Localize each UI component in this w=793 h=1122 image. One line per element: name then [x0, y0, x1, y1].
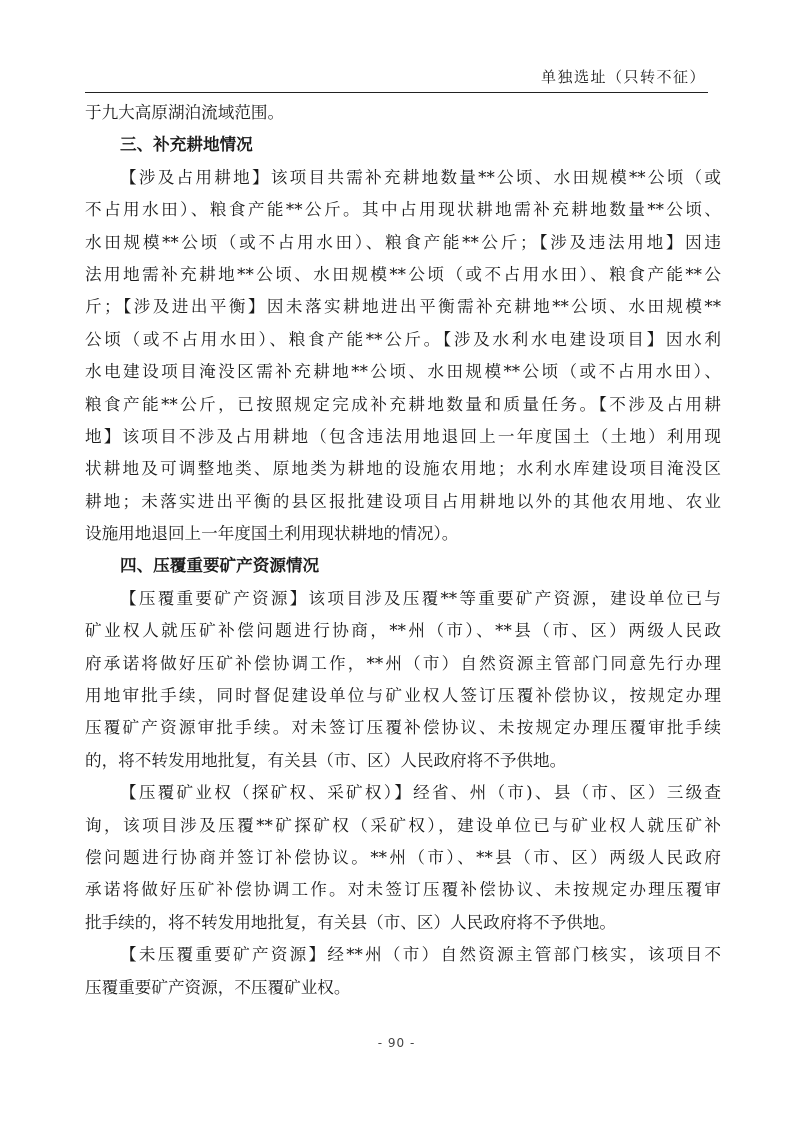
- body-line: 法用地需补充耕地**公顷、水田规模**公顷（或不占用水田）、粮食产能**公: [85, 264, 721, 284]
- body-line: 府承诺将做好压矿补偿协调工作，**州（市）自然资源主管部门同意先行办理: [85, 653, 721, 673]
- body-line: 偿问题进行协商并签订补偿协议。**州（市）、**县（市、区）两级人民政府: [85, 847, 721, 867]
- body-line: 于九大高原湖泊流域范围。: [85, 103, 285, 122]
- body-line: 【未压覆重要矿产资源】经**州（市）自然资源主管部门核实，该项目不: [120, 945, 721, 965]
- body-line: 不占用水田）、粮食产能**公斤。其中占用现状耕地需补充耕地数量**公顷、: [85, 200, 721, 220]
- page-header: [85, 58, 708, 93]
- body-line: 地】该项目不涉及占用耕地（包含违法用地退回上一年度国土（土地）利用现: [85, 426, 721, 446]
- page-number: - 90 -: [377, 1036, 416, 1050]
- body-line: 矿业权人就压矿补偿问题进行协商，**州（市）、**县（市、区）两级人民政: [85, 621, 721, 641]
- body-line: 批手续的，将不转发用地批复，有关县（市、区）人民政府将不予供地。: [85, 912, 616, 932]
- body-line: 耕地；未落实进出平衡的县区报批建设项目占用耕地以外的其他农用地、农业: [85, 491, 721, 511]
- body-line: 承诺将做好压矿补偿协调工作。对未签订压覆补偿协议、未按规定办理压覆审: [85, 880, 721, 900]
- body-line: 压覆矿产资源审批手续。对未签订压覆补偿协议、未按规定办理压覆审批手续: [85, 718, 721, 738]
- body-line: 用地审批手续，同时督促建设单位与矿业权人签订压覆补偿协议，按规定办理: [85, 686, 721, 706]
- body-line: 状耕地及可调整地类、原地类为耕地的设施农用地；水利水库建设项目淹没区: [85, 459, 721, 479]
- body-line: 【压覆矿业权（探矿权、采矿权）】经省、州（市)、县（市、区）三级查: [120, 783, 721, 803]
- body-line: 【涉及占用耕地】该项目共需补充耕地数量**公顷、水田规模**公顷（或: [120, 167, 721, 187]
- body-line: 水田规模**公顷（或不占用水田）、粮食产能**公斤；【涉及违法用地】因违: [85, 232, 721, 252]
- document-body: [85, 97, 721, 1004]
- body-line: 的，将不转发用地批复，有关县（市、区）人民政府将不予供地。: [85, 750, 567, 770]
- body-line: 水电建设项目淹没区需补充耕地**公顷、水田规模**公顷（或不占用水田）、: [85, 362, 721, 382]
- section-heading-farmland: 三、补充耕地情况: [120, 135, 253, 155]
- body-line: 询，该项目涉及压覆**矿探矿权（采矿权），建设单位已与矿业权人就压矿补: [85, 815, 721, 835]
- body-line: 粮食产能**公斤，已按照规定完成补充耕地数量和质量任务。【不涉及占用耕: [85, 394, 721, 414]
- header-title: 单独选址（只转不征）: [540, 68, 706, 86]
- body-line: 【压覆重要矿产资源】该项目涉及压覆**等重要矿产资源，建设单位已与: [120, 588, 721, 608]
- body-line: 斤；【涉及进出平衡】因未落实耕地进出平衡需补充耕地**公顷、水田规模**: [85, 297, 721, 317]
- body-line: 设施用地退回上一年度国土利用现状耕地的情况）。: [85, 524, 459, 544]
- section-heading-minerals: 四、压覆重要矿产资源情况: [120, 556, 320, 576]
- body-line: 压覆重要矿产资源，不压覆矿业权。: [85, 977, 351, 997]
- body-line: 公顷（或不占用水田）、粮食产能**公斤。【涉及水利水电建设项目】因水利: [85, 329, 721, 349]
